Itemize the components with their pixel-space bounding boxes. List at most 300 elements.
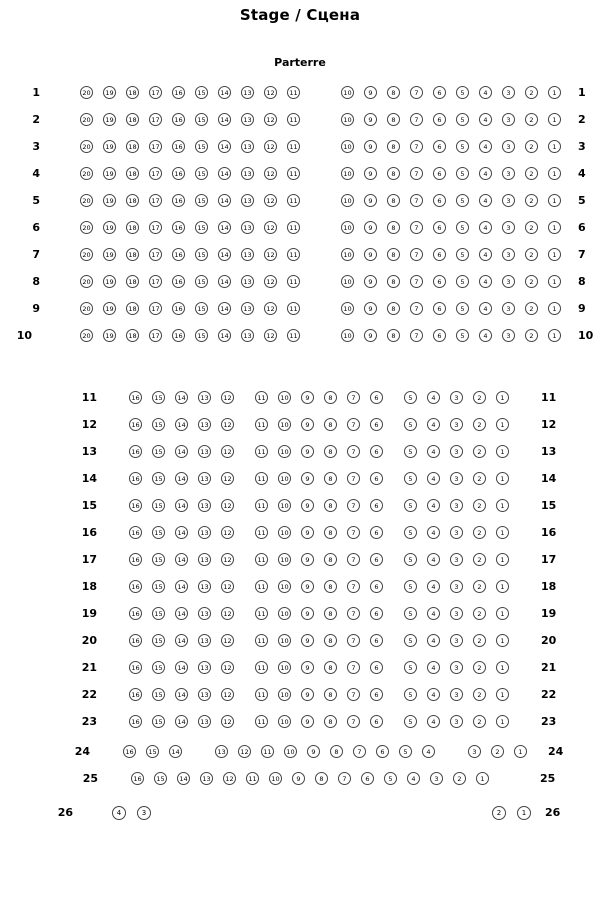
seat[interactable]: 15 bbox=[152, 607, 165, 620]
seat[interactable]: 16 bbox=[172, 221, 185, 234]
seat[interactable]: 2 bbox=[525, 248, 538, 261]
seat[interactable]: 7 bbox=[410, 248, 423, 261]
seat[interactable]: 7 bbox=[410, 140, 423, 153]
seat[interactable]: 12 bbox=[221, 661, 234, 674]
seat[interactable]: 13 bbox=[241, 248, 254, 261]
seat[interactable]: 19 bbox=[103, 221, 116, 234]
seat[interactable]: 19 bbox=[103, 140, 116, 153]
seat[interactable]: 9 bbox=[292, 772, 305, 785]
seat[interactable]: 8 bbox=[324, 445, 337, 458]
seat[interactable]: 2 bbox=[473, 445, 486, 458]
seat[interactable]: 16 bbox=[172, 329, 185, 342]
seat[interactable]: 3 bbox=[450, 499, 463, 512]
seat[interactable]: 4 bbox=[427, 580, 440, 593]
seat[interactable]: 9 bbox=[364, 113, 377, 126]
seat[interactable]: 14 bbox=[175, 688, 188, 701]
seat[interactable]: 14 bbox=[218, 167, 231, 180]
seat[interactable]: 10 bbox=[341, 221, 354, 234]
seat[interactable]: 8 bbox=[387, 275, 400, 288]
seat[interactable]: 20 bbox=[80, 167, 93, 180]
seat[interactable]: 13 bbox=[198, 499, 211, 512]
seat[interactable]: 2 bbox=[525, 329, 538, 342]
seat[interactable]: 9 bbox=[364, 86, 377, 99]
seat[interactable]: 12 bbox=[221, 472, 234, 485]
seat[interactable]: 2 bbox=[473, 418, 486, 431]
seat[interactable]: 19 bbox=[103, 167, 116, 180]
seat[interactable]: 9 bbox=[301, 607, 314, 620]
seat[interactable]: 10 bbox=[278, 607, 291, 620]
seat[interactable]: 12 bbox=[264, 302, 277, 315]
seat[interactable]: 2 bbox=[473, 688, 486, 701]
seat[interactable]: 5 bbox=[404, 391, 417, 404]
seat[interactable]: 6 bbox=[370, 418, 383, 431]
seat[interactable]: 4 bbox=[479, 329, 492, 342]
seat[interactable]: 5 bbox=[404, 418, 417, 431]
seat[interactable]: 11 bbox=[287, 248, 300, 261]
seat[interactable]: 1 bbox=[548, 329, 561, 342]
seat[interactable]: 7 bbox=[347, 553, 360, 566]
seat[interactable]: 9 bbox=[301, 445, 314, 458]
seat[interactable]: 2 bbox=[525, 167, 538, 180]
seat[interactable]: 4 bbox=[427, 661, 440, 674]
seat[interactable]: 2 bbox=[473, 499, 486, 512]
seat[interactable]: 15 bbox=[195, 86, 208, 99]
seat[interactable]: 11 bbox=[255, 418, 268, 431]
seat[interactable]: 14 bbox=[169, 745, 182, 758]
seat[interactable]: 2 bbox=[473, 661, 486, 674]
seat[interactable]: 18 bbox=[126, 221, 139, 234]
seat[interactable]: 7 bbox=[347, 526, 360, 539]
seat[interactable]: 13 bbox=[198, 391, 211, 404]
seat[interactable]: 16 bbox=[129, 418, 142, 431]
seat[interactable]: 13 bbox=[241, 113, 254, 126]
seat[interactable]: 1 bbox=[548, 167, 561, 180]
seat[interactable]: 9 bbox=[364, 275, 377, 288]
seat[interactable]: 12 bbox=[221, 688, 234, 701]
seat[interactable]: 3 bbox=[450, 607, 463, 620]
seat[interactable]: 11 bbox=[255, 580, 268, 593]
seat[interactable]: 4 bbox=[427, 526, 440, 539]
seat[interactable]: 9 bbox=[364, 140, 377, 153]
seat[interactable]: 12 bbox=[264, 221, 277, 234]
seat[interactable]: 16 bbox=[129, 445, 142, 458]
seat[interactable]: 9 bbox=[301, 634, 314, 647]
seat[interactable]: 14 bbox=[175, 391, 188, 404]
seat[interactable]: 11 bbox=[246, 772, 259, 785]
seat[interactable]: 7 bbox=[410, 167, 423, 180]
seat[interactable]: 17 bbox=[149, 248, 162, 261]
seat[interactable]: 11 bbox=[287, 194, 300, 207]
seat[interactable]: 5 bbox=[404, 445, 417, 458]
seat[interactable]: 17 bbox=[149, 302, 162, 315]
seat[interactable]: 12 bbox=[264, 140, 277, 153]
seat[interactable]: 3 bbox=[450, 553, 463, 566]
seat[interactable]: 15 bbox=[195, 167, 208, 180]
seat[interactable]: 4 bbox=[479, 140, 492, 153]
seat[interactable]: 5 bbox=[456, 221, 469, 234]
seat[interactable]: 18 bbox=[126, 113, 139, 126]
seat[interactable]: 5 bbox=[456, 248, 469, 261]
seat[interactable]: 15 bbox=[195, 329, 208, 342]
seat[interactable]: 1 bbox=[496, 391, 509, 404]
seat[interactable]: 14 bbox=[218, 86, 231, 99]
seat[interactable]: 12 bbox=[223, 772, 236, 785]
seat[interactable]: 18 bbox=[126, 86, 139, 99]
seat[interactable]: 16 bbox=[129, 634, 142, 647]
seat[interactable]: 3 bbox=[502, 140, 515, 153]
seat[interactable]: 2 bbox=[525, 275, 538, 288]
seat[interactable]: 14 bbox=[218, 194, 231, 207]
seat[interactable]: 12 bbox=[221, 391, 234, 404]
seat[interactable]: 7 bbox=[347, 472, 360, 485]
seat[interactable]: 2 bbox=[473, 526, 486, 539]
seat[interactable]: 12 bbox=[221, 553, 234, 566]
seat[interactable]: 4 bbox=[479, 167, 492, 180]
seat[interactable]: 16 bbox=[129, 553, 142, 566]
seat[interactable]: 12 bbox=[264, 275, 277, 288]
seat[interactable]: 8 bbox=[324, 499, 337, 512]
seat[interactable]: 8 bbox=[324, 607, 337, 620]
seat[interactable]: 8 bbox=[387, 302, 400, 315]
seat[interactable]: 13 bbox=[241, 329, 254, 342]
seat[interactable]: 9 bbox=[364, 248, 377, 261]
seat[interactable]: 1 bbox=[496, 661, 509, 674]
seat[interactable]: 10 bbox=[278, 391, 291, 404]
seat[interactable]: 12 bbox=[221, 526, 234, 539]
seat[interactable]: 10 bbox=[278, 580, 291, 593]
seat[interactable]: 6 bbox=[433, 221, 446, 234]
seat[interactable]: 10 bbox=[278, 499, 291, 512]
seat[interactable]: 10 bbox=[341, 140, 354, 153]
seat[interactable]: 13 bbox=[241, 167, 254, 180]
seat[interactable]: 3 bbox=[502, 329, 515, 342]
seat[interactable]: 13 bbox=[198, 472, 211, 485]
seat[interactable]: 10 bbox=[341, 329, 354, 342]
seat[interactable]: 12 bbox=[221, 445, 234, 458]
seat[interactable]: 17 bbox=[149, 113, 162, 126]
seat[interactable]: 14 bbox=[175, 661, 188, 674]
seat[interactable]: 2 bbox=[525, 86, 538, 99]
seat[interactable]: 8 bbox=[324, 418, 337, 431]
seat[interactable]: 12 bbox=[264, 329, 277, 342]
seat[interactable]: 6 bbox=[370, 526, 383, 539]
seat[interactable]: 8 bbox=[324, 634, 337, 647]
seat[interactable]: 11 bbox=[287, 329, 300, 342]
seat[interactable]: 13 bbox=[198, 661, 211, 674]
seat[interactable]: 5 bbox=[404, 688, 417, 701]
seat[interactable]: 17 bbox=[149, 275, 162, 288]
seat[interactable]: 10 bbox=[278, 472, 291, 485]
seat[interactable]: 10 bbox=[278, 418, 291, 431]
seat[interactable]: 14 bbox=[175, 499, 188, 512]
seat[interactable]: 18 bbox=[126, 302, 139, 315]
seat[interactable]: 13 bbox=[198, 445, 211, 458]
seat[interactable]: 8 bbox=[387, 113, 400, 126]
seat[interactable]: 4 bbox=[427, 715, 440, 728]
seat[interactable]: 6 bbox=[433, 302, 446, 315]
seat[interactable]: 3 bbox=[450, 634, 463, 647]
seat[interactable]: 13 bbox=[198, 715, 211, 728]
seat[interactable]: 7 bbox=[347, 499, 360, 512]
seat[interactable]: 6 bbox=[370, 661, 383, 674]
seat[interactable]: 13 bbox=[200, 772, 213, 785]
seat[interactable]: 4 bbox=[422, 745, 435, 758]
seat[interactable]: 10 bbox=[341, 167, 354, 180]
seat[interactable]: 5 bbox=[456, 302, 469, 315]
seat[interactable]: 1 bbox=[548, 140, 561, 153]
seat[interactable]: 15 bbox=[195, 248, 208, 261]
seat[interactable]: 4 bbox=[427, 553, 440, 566]
seat[interactable]: 4 bbox=[479, 221, 492, 234]
seat[interactable]: 16 bbox=[129, 715, 142, 728]
seat[interactable]: 3 bbox=[450, 715, 463, 728]
seat[interactable]: 18 bbox=[126, 140, 139, 153]
seat[interactable]: 11 bbox=[287, 221, 300, 234]
seat[interactable]: 7 bbox=[410, 275, 423, 288]
seat[interactable]: 14 bbox=[218, 140, 231, 153]
seat[interactable]: 19 bbox=[103, 248, 116, 261]
seat[interactable]: 6 bbox=[370, 472, 383, 485]
seat[interactable]: 7 bbox=[410, 113, 423, 126]
seat[interactable]: 15 bbox=[152, 418, 165, 431]
seat[interactable]: 4 bbox=[427, 391, 440, 404]
seat[interactable]: 13 bbox=[198, 580, 211, 593]
seat[interactable]: 3 bbox=[450, 526, 463, 539]
seat[interactable]: 12 bbox=[221, 418, 234, 431]
seat[interactable]: 4 bbox=[427, 607, 440, 620]
seat[interactable]: 13 bbox=[198, 553, 211, 566]
seat[interactable]: 2 bbox=[473, 472, 486, 485]
seat[interactable]: 11 bbox=[255, 715, 268, 728]
seat[interactable]: 16 bbox=[129, 688, 142, 701]
seat[interactable]: 1 bbox=[496, 499, 509, 512]
seat[interactable]: 5 bbox=[456, 140, 469, 153]
seat[interactable]: 3 bbox=[502, 86, 515, 99]
seat[interactable]: 15 bbox=[152, 661, 165, 674]
seat[interactable]: 18 bbox=[126, 248, 139, 261]
seat[interactable]: 2 bbox=[473, 715, 486, 728]
seat[interactable]: 1 bbox=[496, 607, 509, 620]
seat[interactable]: 5 bbox=[404, 499, 417, 512]
seat[interactable]: 11 bbox=[255, 472, 268, 485]
seat[interactable]: 9 bbox=[301, 526, 314, 539]
seat[interactable]: 10 bbox=[269, 772, 282, 785]
seat[interactable]: 7 bbox=[347, 661, 360, 674]
seat[interactable]: 9 bbox=[301, 661, 314, 674]
seat[interactable]: 6 bbox=[433, 140, 446, 153]
seat[interactable]: 3 bbox=[450, 472, 463, 485]
seat[interactable]: 4 bbox=[479, 248, 492, 261]
seat[interactable]: 3 bbox=[502, 302, 515, 315]
seat[interactable]: 18 bbox=[126, 194, 139, 207]
seat[interactable]: 6 bbox=[370, 391, 383, 404]
seat[interactable]: 4 bbox=[427, 445, 440, 458]
seat[interactable]: 14 bbox=[218, 221, 231, 234]
seat[interactable]: 8 bbox=[315, 772, 328, 785]
seat[interactable]: 14 bbox=[175, 445, 188, 458]
seat[interactable]: 4 bbox=[479, 275, 492, 288]
seat[interactable]: 3 bbox=[450, 661, 463, 674]
seat[interactable]: 8 bbox=[324, 715, 337, 728]
seat[interactable]: 9 bbox=[301, 553, 314, 566]
seat[interactable]: 7 bbox=[410, 329, 423, 342]
seat[interactable]: 10 bbox=[278, 634, 291, 647]
seat[interactable]: 14 bbox=[218, 248, 231, 261]
seat[interactable]: 4 bbox=[479, 113, 492, 126]
seat[interactable]: 15 bbox=[152, 499, 165, 512]
seat[interactable]: 8 bbox=[324, 391, 337, 404]
seat[interactable]: 15 bbox=[195, 194, 208, 207]
seat[interactable]: 16 bbox=[129, 499, 142, 512]
seat[interactable]: 8 bbox=[387, 329, 400, 342]
seat[interactable]: 8 bbox=[387, 221, 400, 234]
seat[interactable]: 15 bbox=[195, 221, 208, 234]
seat[interactable]: 14 bbox=[177, 772, 190, 785]
seat[interactable]: 9 bbox=[364, 194, 377, 207]
seat[interactable]: 2 bbox=[473, 607, 486, 620]
seat[interactable]: 7 bbox=[347, 688, 360, 701]
seat[interactable]: 10 bbox=[278, 661, 291, 674]
seat[interactable]: 5 bbox=[456, 329, 469, 342]
seat[interactable]: 20 bbox=[80, 86, 93, 99]
seat[interactable]: 20 bbox=[80, 275, 93, 288]
seat[interactable]: 5 bbox=[456, 86, 469, 99]
seat[interactable]: 11 bbox=[287, 86, 300, 99]
seat[interactable]: 15 bbox=[152, 634, 165, 647]
seat[interactable]: 12 bbox=[264, 167, 277, 180]
seat[interactable]: 10 bbox=[341, 275, 354, 288]
seat[interactable]: 10 bbox=[341, 86, 354, 99]
seat[interactable]: 5 bbox=[456, 194, 469, 207]
seat[interactable]: 1 bbox=[517, 806, 531, 820]
seat[interactable]: 11 bbox=[287, 113, 300, 126]
seat[interactable]: 12 bbox=[264, 86, 277, 99]
seat[interactable]: 16 bbox=[129, 526, 142, 539]
seat[interactable]: 17 bbox=[149, 329, 162, 342]
seat[interactable]: 1 bbox=[514, 745, 527, 758]
seat[interactable]: 11 bbox=[287, 140, 300, 153]
seat[interactable]: 11 bbox=[287, 302, 300, 315]
seat[interactable]: 3 bbox=[502, 221, 515, 234]
seat[interactable]: 1 bbox=[496, 472, 509, 485]
seat[interactable]: 5 bbox=[384, 772, 397, 785]
seat[interactable]: 9 bbox=[364, 221, 377, 234]
seat[interactable]: 1 bbox=[548, 248, 561, 261]
seat[interactable]: 20 bbox=[80, 113, 93, 126]
seat[interactable]: 6 bbox=[370, 445, 383, 458]
seat[interactable]: 15 bbox=[152, 553, 165, 566]
seat[interactable]: 15 bbox=[152, 715, 165, 728]
seat[interactable]: 9 bbox=[301, 418, 314, 431]
seat[interactable]: 5 bbox=[404, 715, 417, 728]
seat[interactable]: 10 bbox=[278, 688, 291, 701]
seat[interactable]: 17 bbox=[149, 221, 162, 234]
seat[interactable]: 1 bbox=[496, 445, 509, 458]
seat[interactable]: 8 bbox=[387, 167, 400, 180]
seat[interactable]: 1 bbox=[548, 194, 561, 207]
seat[interactable]: 13 bbox=[241, 302, 254, 315]
seat[interactable]: 11 bbox=[255, 634, 268, 647]
seat[interactable]: 11 bbox=[255, 445, 268, 458]
seat[interactable]: 14 bbox=[175, 580, 188, 593]
seat[interactable]: 18 bbox=[126, 329, 139, 342]
seat[interactable]: 4 bbox=[479, 86, 492, 99]
seat[interactable]: 18 bbox=[126, 275, 139, 288]
seat[interactable]: 19 bbox=[103, 329, 116, 342]
seat[interactable]: 16 bbox=[129, 607, 142, 620]
seat[interactable]: 7 bbox=[338, 772, 351, 785]
seat[interactable]: 16 bbox=[172, 167, 185, 180]
seat[interactable]: 6 bbox=[433, 113, 446, 126]
seat[interactable]: 8 bbox=[324, 661, 337, 674]
seat[interactable]: 15 bbox=[195, 113, 208, 126]
seat[interactable]: 4 bbox=[112, 806, 126, 820]
seat[interactable]: 2 bbox=[473, 634, 486, 647]
seat[interactable]: 14 bbox=[175, 418, 188, 431]
seat[interactable]: 3 bbox=[450, 391, 463, 404]
seat[interactable]: 15 bbox=[152, 688, 165, 701]
seat[interactable]: 16 bbox=[131, 772, 144, 785]
seat[interactable]: 1 bbox=[496, 553, 509, 566]
seat[interactable]: 14 bbox=[218, 275, 231, 288]
seat[interactable]: 6 bbox=[370, 607, 383, 620]
seat[interactable]: 12 bbox=[238, 745, 251, 758]
seat[interactable]: 17 bbox=[149, 86, 162, 99]
seat[interactable]: 16 bbox=[172, 275, 185, 288]
seat[interactable]: 5 bbox=[399, 745, 412, 758]
seat[interactable]: 8 bbox=[324, 526, 337, 539]
seat[interactable]: 4 bbox=[479, 302, 492, 315]
seat[interactable]: 10 bbox=[341, 194, 354, 207]
seat[interactable]: 10 bbox=[278, 445, 291, 458]
seat[interactable]: 10 bbox=[278, 715, 291, 728]
seat[interactable]: 5 bbox=[456, 113, 469, 126]
seat[interactable]: 13 bbox=[198, 607, 211, 620]
seat[interactable]: 7 bbox=[410, 221, 423, 234]
seat[interactable]: 2 bbox=[525, 302, 538, 315]
seat[interactable]: 6 bbox=[361, 772, 374, 785]
seat[interactable]: 13 bbox=[198, 634, 211, 647]
seat[interactable]: 9 bbox=[301, 580, 314, 593]
seat[interactable]: 7 bbox=[347, 580, 360, 593]
seat[interactable]: 15 bbox=[195, 275, 208, 288]
seat[interactable]: 2 bbox=[525, 221, 538, 234]
seat[interactable]: 2 bbox=[525, 194, 538, 207]
seat[interactable]: 9 bbox=[307, 745, 320, 758]
seat[interactable]: 19 bbox=[103, 275, 116, 288]
seat[interactable]: 3 bbox=[137, 806, 151, 820]
seat[interactable]: 7 bbox=[347, 418, 360, 431]
seat[interactable]: 3 bbox=[502, 113, 515, 126]
seat[interactable]: 15 bbox=[152, 445, 165, 458]
seat[interactable]: 1 bbox=[496, 526, 509, 539]
seat[interactable]: 15 bbox=[152, 391, 165, 404]
seat[interactable]: 6 bbox=[376, 745, 389, 758]
seat[interactable]: 5 bbox=[404, 661, 417, 674]
seat[interactable]: 17 bbox=[149, 140, 162, 153]
seat[interactable]: 9 bbox=[301, 499, 314, 512]
seat[interactable]: 4 bbox=[407, 772, 420, 785]
seat[interactable]: 10 bbox=[278, 526, 291, 539]
seat[interactable]: 11 bbox=[255, 688, 268, 701]
seat[interactable]: 16 bbox=[172, 140, 185, 153]
seat[interactable]: 7 bbox=[347, 607, 360, 620]
seat[interactable]: 6 bbox=[370, 634, 383, 647]
seat[interactable]: 15 bbox=[152, 472, 165, 485]
seat[interactable]: 8 bbox=[324, 688, 337, 701]
seat[interactable]: 3 bbox=[450, 418, 463, 431]
seat[interactable]: 11 bbox=[261, 745, 274, 758]
